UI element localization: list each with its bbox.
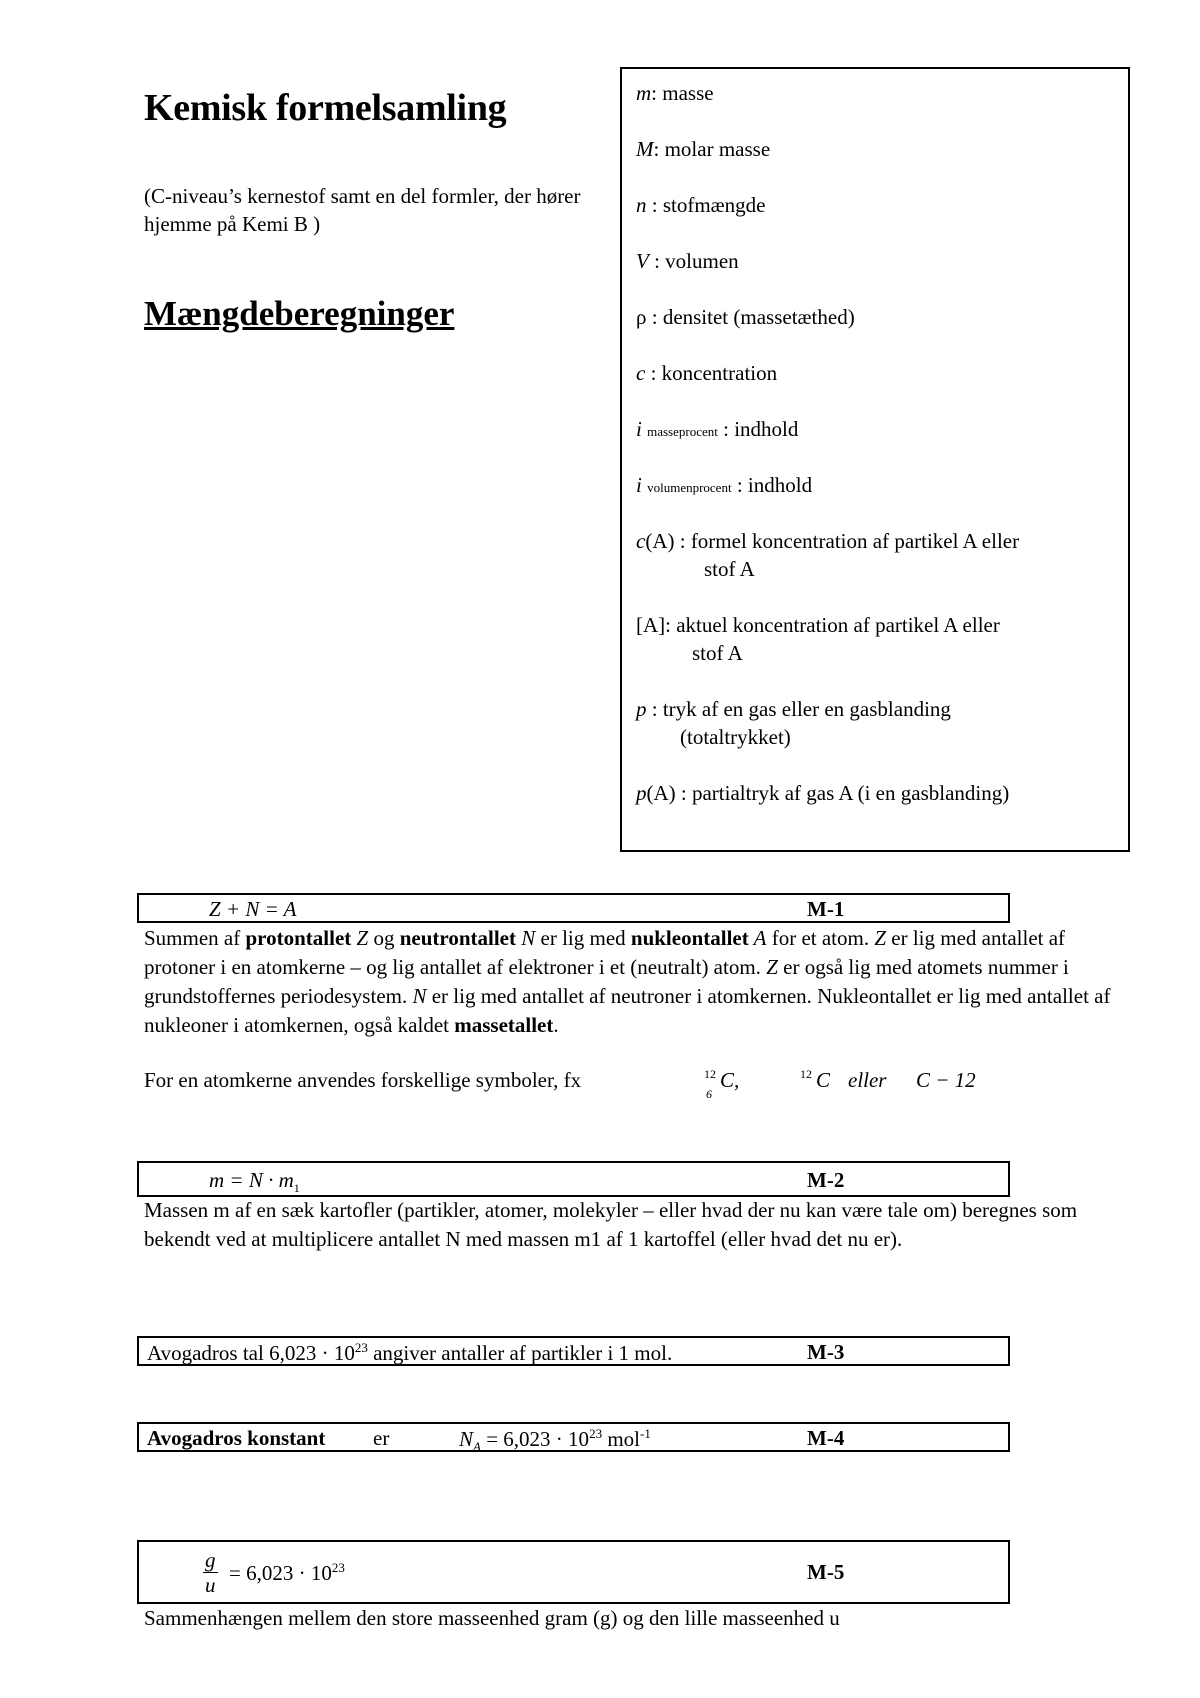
definition-item: p(A) : partialtryk af gas A (i en gasblanding)	[636, 781, 1010, 805]
section-heading: Mængdeberegninger	[144, 294, 455, 333]
formula-description: Summen af protontallet Z og neutrontallet N er lig med nukleontallet A for et atom. Z er lig med antallet af protoner i en atomkerne – og lig antallet af elektroner i et (neutralt) atom. Z er også lig med atomets nummer i grundstoffernes periodesystem. N er lig med antallet af neutroner i atomkernen. Nukleontallet er lig med antallet af nukleoner i atomkernen, også kaldet massetallet.	[144, 926, 1111, 1037]
formula-box-m3	[137, 1336, 1010, 1366]
formula-box-m4	[137, 1422, 1010, 1455]
fraction: $\frac{g}{u}$	[205, 1548, 216, 1597]
formula-equation: Z + N = A	[209, 897, 297, 921]
formula-box-m2	[137, 1161, 1010, 1197]
formula-verb: er	[373, 1426, 390, 1450]
page-title: Kemisk formelsamling	[144, 87, 507, 129]
gram-u-value: = $6,023 \cdot 10^{23}$	[229, 1560, 345, 1585]
formula-code: M-3	[807, 1340, 845, 1364]
formula-box-m1	[137, 893, 1010, 923]
formula-code: M-5	[807, 1560, 845, 1584]
avogadro-number-text: Avogadros tal $6,023 \cdot 10^{23}$ angiver antaller af partikler i 1 mol.	[147, 1340, 673, 1365]
definition-item: V : volumen	[636, 249, 739, 273]
definition-item: M: molar masse	[636, 137, 771, 161]
formula-code: M-4	[807, 1426, 845, 1450]
definition-item: i volumenprocent : indhold	[636, 473, 813, 497]
formula-description: Sammenhængen mellem den store masseenhed gram (g) og den lille masseenhed u	[144, 1606, 840, 1630]
definition-item: p : tryk af en gas eller en gasblanding (totaltrykket)	[636, 697, 951, 749]
formula-equation: $m = N \cdot m_1$	[209, 1168, 300, 1196]
formula-description: Massen m af en sæk kartofler (partikler, atomer, molekyler – eller hvad der nu kan være tale om) beregnes som bekendt ved at multiplicere antallet N med massen m1 af 1 kartoffel (eller hvad det nu er).	[144, 1198, 1078, 1251]
definition-item: i masseprocent : indhold	[636, 417, 799, 441]
definition-item: ρ : densitet (massetæthed)	[636, 305, 855, 329]
formula-code: M-2	[807, 1168, 845, 1192]
definition-item: n : stofmængde	[636, 193, 766, 217]
definition-item: m: masse	[636, 81, 714, 105]
formula-box-m5	[137, 1540, 1010, 1604]
formula-code: M-1	[807, 897, 845, 921]
atom-symbols-line: For en atomkerne anvendes forskellige symboler, fx 12 6 C, 12 C eller C − 12	[144, 1067, 976, 1101]
definition-item: [A]: aktuel koncentration af partikel A eller stof A	[636, 613, 1000, 665]
definitions-box	[620, 67, 1130, 852]
avogadro-constant-label: Avogadros konstant	[147, 1426, 326, 1450]
avogadro-constant-value: $N_A = 6,023 \cdot 10^{23}$ mol$^{-1}$	[459, 1426, 651, 1455]
definition-item: c : koncentration	[636, 361, 778, 385]
definition-item: c(A) : formel koncentration af partikel A eller stof A	[636, 529, 1020, 581]
page-subtitle: (C-niveau’s kernestof samt en del formler, der hører hjemme på Kemi B )	[144, 184, 581, 236]
